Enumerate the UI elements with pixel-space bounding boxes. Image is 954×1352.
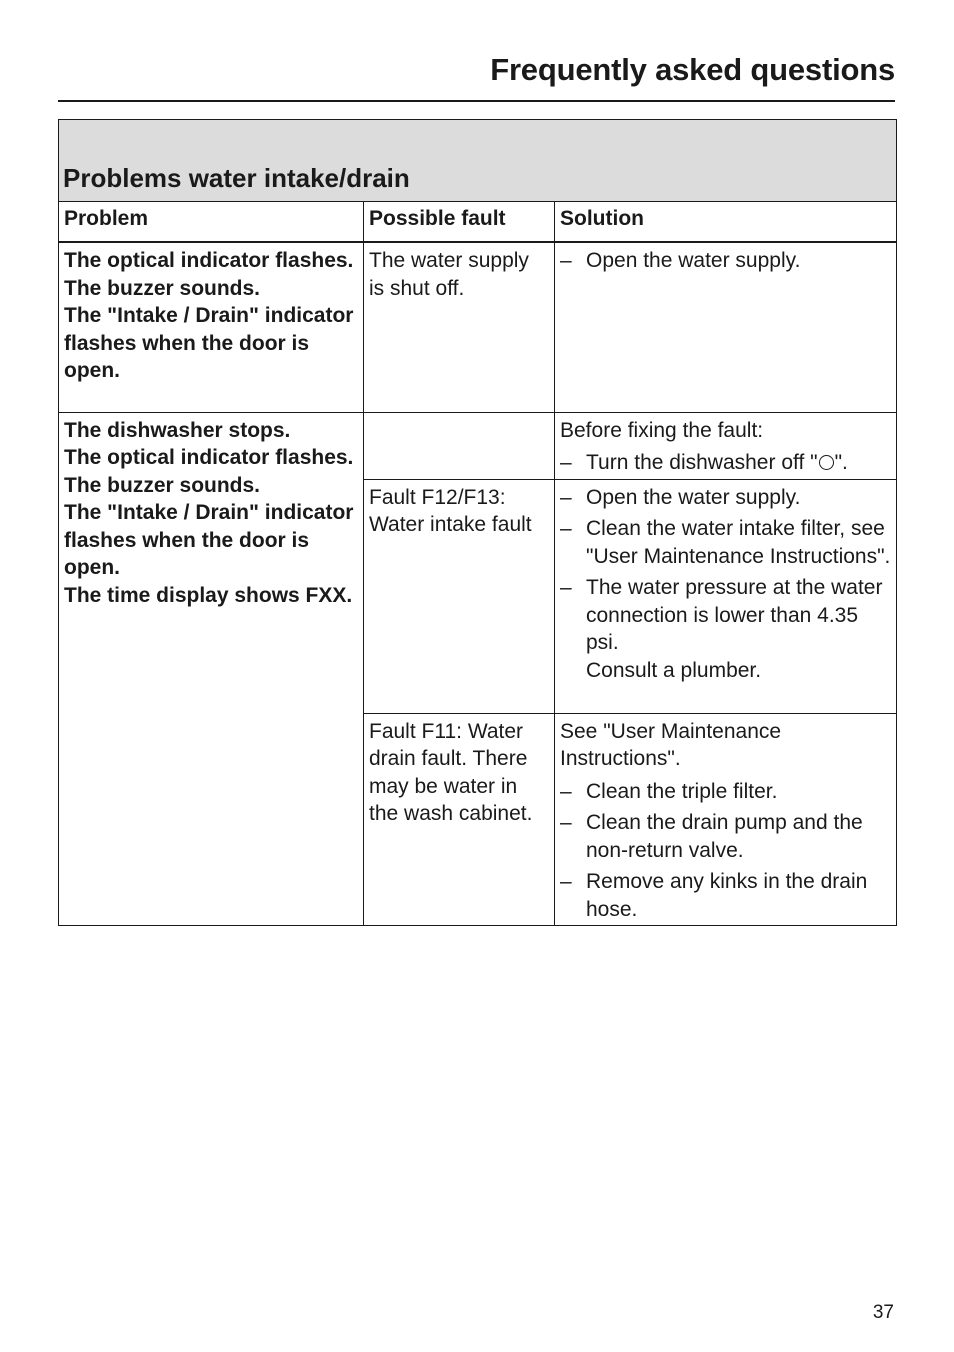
fault-cell <box>364 242 555 412</box>
problem-line: The dishwasher stops. <box>64 418 291 442</box>
problem-line: The optical indicator flashes. <box>64 249 354 272</box>
solution-item <box>560 574 891 684</box>
page-number: 37 <box>872 1302 894 1323</box>
problem-line: The buzzer sounds. <box>64 276 261 300</box>
solution-text: Consult a plumber. <box>586 658 762 682</box>
solution-intro: See "User Maintenance Instructions". <box>560 719 782 770</box>
solution-cell <box>555 412 897 479</box>
page-header <box>58 48 895 102</box>
solution-text: Clean the triple filter. <box>586 779 778 803</box>
solution-text: Clean the drain pump and the non-return valve. <box>586 811 863 862</box>
dash-bullet: – <box>560 517 572 540</box>
solution-item <box>560 515 891 570</box>
column-header-fault: Possible fault <box>364 202 555 243</box>
problem-line: The time display shows FXX. <box>64 583 353 607</box>
fault-cell <box>364 412 555 479</box>
table-row <box>59 412 897 479</box>
power-off-circle-icon <box>819 455 834 470</box>
solution-text: Open the water supply. <box>586 485 801 509</box>
solution-text: Clean the water intake filter, see "User Maintenance Instructions". <box>586 517 891 568</box>
solution-text: Open the water supply. <box>586 249 801 272</box>
problem-cell <box>59 412 364 926</box>
solution-item <box>560 778 891 806</box>
column-header-problem: Problem <box>59 202 364 243</box>
solution-item <box>560 449 891 477</box>
solution-text-prefix: Turn the dishwasher off " <box>586 451 818 474</box>
section-title: Problems water intake/drain <box>63 162 410 193</box>
solution-item <box>560 484 891 512</box>
problem-line: The "Intake / Drain" indicator flashes when the door is open. <box>64 501 354 579</box>
solution-item <box>560 868 891 923</box>
section-header <box>59 120 897 202</box>
solution-text-suffix: ". <box>834 451 848 474</box>
page-title: Frequently asked questions <box>490 52 895 87</box>
problem-line: The optical indicator flashes. <box>64 446 354 469</box>
dash-bullet: – <box>560 485 572 509</box>
solution-item <box>560 247 891 275</box>
solution-text: Remove any kinks in the drain hose. <box>586 870 868 921</box>
column-header-solution: Solution <box>555 202 897 243</box>
dash-bullet: – <box>560 249 572 272</box>
dash-bullet: – <box>560 451 572 474</box>
dash-bullet: – <box>560 779 572 803</box>
solution-intro: Before fixing the fault: <box>560 418 764 442</box>
solution-item <box>560 809 891 864</box>
solution-cell <box>555 713 897 926</box>
solution-text: The water pressure at the water connection is lower than 4.35 psi. <box>586 576 883 654</box>
dash-bullet: – <box>560 870 572 893</box>
solution-cell <box>555 242 897 412</box>
section-row <box>59 120 897 202</box>
fault-text: The water supply is shut off. <box>369 249 529 300</box>
fault-cell <box>364 713 555 926</box>
problem-line: The "Intake / Drain" indicator flashes when the door is open. <box>64 304 354 382</box>
faq-table <box>58 119 897 926</box>
problem-line: The buzzer sounds. <box>64 473 261 497</box>
fault-text: Fault F11: Water drain fault. There may be water in the wash cabinet. <box>369 719 533 825</box>
fault-text: Fault F12/F13: Water intake fault <box>369 485 532 536</box>
problem-cell <box>59 242 364 412</box>
column-header-row <box>59 202 897 243</box>
fault-cell <box>364 479 555 713</box>
table-row <box>59 242 897 412</box>
solution-cell <box>555 479 897 713</box>
dash-bullet: – <box>560 811 572 834</box>
dash-bullet: – <box>560 576 572 599</box>
